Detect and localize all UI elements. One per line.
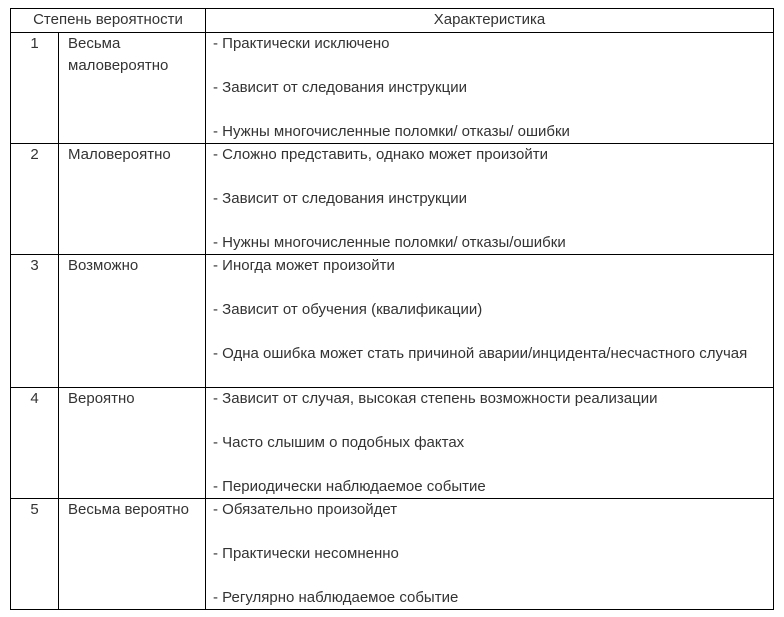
header-characteristic: Характеристика [206, 9, 774, 33]
row-number: 5 [11, 499, 59, 610]
characteristic-item: - Зависит от следования инструкции [213, 79, 467, 96]
characteristic-item: - Часто слышим о подобных фактах [213, 434, 465, 451]
probability-table-container [10, 8, 774, 610]
characteristic-item: - Зависит от случая, высокая степень возможности реализации [213, 390, 658, 407]
characteristic-item: - Периодически наблюдаемое событие [213, 478, 486, 495]
characteristic-item: - Сложно представить, однако может произойти [213, 146, 548, 163]
characteristic-item: - Регулярно наблюдаемое событие [213, 589, 459, 606]
row-level: Вероятно [59, 388, 206, 499]
row-characteristics [206, 499, 774, 610]
row-number: 2 [11, 144, 59, 255]
row-level: Возможно [59, 255, 206, 388]
header-probability-level: Степень вероятности [11, 9, 206, 33]
row-number: 1 [11, 33, 59, 144]
row-number: 4 [11, 388, 59, 499]
table-header-row [11, 9, 774, 33]
row-level: Весьма маловероятно [59, 33, 206, 144]
characteristic-item: - Практически исключено [213, 35, 390, 52]
table-row [11, 33, 774, 144]
row-characteristics [206, 144, 774, 255]
table-row [11, 499, 774, 610]
characteristic-item: - Зависит от следования инструкции [213, 190, 467, 207]
table-row [11, 255, 774, 388]
row-number: 3 [11, 255, 59, 388]
table-row [11, 388, 774, 499]
characteristic-item: - Одна ошибка может стать причиной аварии/инцидента/несчастного случая [213, 345, 748, 362]
characteristic-item: - Практически несомненно [213, 545, 399, 562]
characteristic-item: - Обязательно произойдет [213, 501, 398, 518]
characteristic-item: - Нужны многочисленные поломки/ отказы/ ошибки [213, 123, 570, 140]
characteristic-item: - Нужны многочисленные поломки/ отказы/ошибки [213, 234, 566, 251]
row-characteristics [206, 388, 774, 499]
row-characteristics [206, 255, 774, 388]
row-characteristics [206, 33, 774, 144]
characteristic-item: - Зависит от обучения (квалификации) [213, 301, 483, 318]
characteristic-item: - Иногда может произойти [213, 257, 395, 274]
row-level: Весьма вероятно [59, 499, 206, 610]
probability-table [10, 8, 774, 610]
row-level: Маловероятно [59, 144, 206, 255]
table-row [11, 144, 774, 255]
